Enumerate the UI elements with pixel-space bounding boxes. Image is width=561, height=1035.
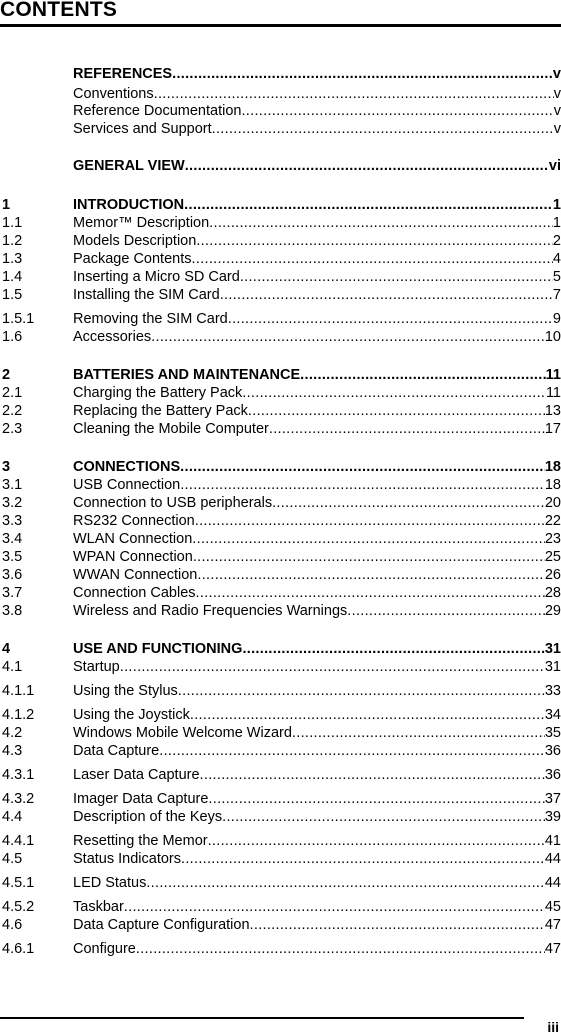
toc-entry-page: 10 (544, 329, 561, 345)
dot-leader (240, 270, 553, 285)
toc-entry[interactable] (0, 234, 561, 249)
toc-entry-title: Memor™ Description (73, 215, 210, 231)
toc-entry[interactable] (0, 810, 561, 825)
dot-leader (146, 876, 545, 891)
toc-entry-title: Resetting the Memor (73, 833, 208, 849)
toc-entry[interactable] (0, 604, 561, 619)
toc-entry-number: 3.4 (2, 531, 23, 547)
toc-entry[interactable] (0, 568, 561, 583)
toc-entry[interactable] (0, 386, 561, 401)
toc-entry-page: 47 (544, 941, 561, 957)
toc-entry-page: 26 (544, 567, 561, 583)
dot-leader (212, 122, 554, 137)
toc-entry-page: v (552, 66, 561, 82)
toc-entry-number: 4.4.1 (2, 833, 35, 849)
toc-entry-page: 13 (544, 403, 561, 419)
toc-entry-title: RS232 Connection (73, 513, 195, 529)
dot-leader (242, 386, 546, 401)
toc-entry[interactable] (0, 368, 561, 383)
toc-entry-number: 4 (2, 641, 11, 657)
toc-entry-page: v (553, 103, 561, 119)
toc-entry-title: Laser Data Capture (73, 767, 200, 783)
toc-entry-number: 3.3 (2, 513, 23, 529)
toc-entry[interactable] (0, 532, 561, 547)
toc-entry[interactable] (0, 104, 561, 119)
toc-entry[interactable] (0, 550, 561, 565)
toc-entry-title: WPAN Connection (73, 549, 193, 565)
toc-entry-body (73, 87, 561, 102)
toc-entry-number: 1.3 (2, 251, 23, 267)
toc-entry-body (73, 550, 561, 565)
toc-entry[interactable] (0, 159, 561, 174)
toc-entry-body (73, 478, 561, 493)
toc-entry[interactable] (0, 122, 561, 137)
dot-leader (272, 496, 545, 511)
toc-entry-title: USB Connection (73, 477, 181, 493)
toc-entry-body (73, 386, 561, 401)
toc-entry-page: 7 (552, 287, 561, 303)
toc-entry[interactable] (0, 586, 561, 601)
toc-entry[interactable] (0, 642, 561, 657)
toc-entry-body (73, 288, 561, 303)
toc-entry-number: 1.5.1 (2, 311, 35, 327)
toc-entry-title: Reference Documentation (73, 103, 242, 119)
toc-entry-body (73, 726, 561, 741)
toc-entry-title: BATTERIES AND MAINTENANCE (73, 367, 301, 383)
dot-leader (242, 642, 544, 657)
dot-leader (178, 684, 545, 699)
dot-leader (347, 604, 545, 619)
toc-entry-body (73, 604, 561, 619)
toc-entry[interactable] (0, 288, 561, 303)
dot-leader (196, 586, 545, 601)
dot-leader (159, 744, 545, 759)
toc-entry-page: 2 (552, 233, 561, 249)
toc-entry-page: 22 (544, 513, 561, 529)
toc-entry-page: 28 (544, 585, 561, 601)
toc-entry-number: 1 (2, 197, 11, 213)
toc-entry-page: 20 (544, 495, 561, 511)
toc-entry-title: Connection Cables (73, 585, 196, 601)
toc-entry[interactable] (0, 460, 561, 475)
toc-entry-page: 23 (544, 531, 561, 547)
toc-entry-title: Data Capture Configuration (73, 917, 250, 933)
dot-leader (120, 660, 545, 675)
toc-entry-body (73, 642, 561, 657)
toc-entry-page: 37 (544, 791, 561, 807)
dot-leader (190, 708, 545, 723)
dot-leader (154, 87, 554, 102)
toc-entry[interactable] (0, 252, 561, 267)
toc-entry-number: 3.7 (2, 585, 23, 601)
toc-entry-title: Status Indicators (73, 851, 181, 867)
toc-entry-title: Using the Stylus (73, 683, 178, 699)
toc-entry-body (73, 234, 561, 249)
toc-entry-body (73, 810, 561, 825)
toc-entry-number: 1.5 (2, 287, 23, 303)
toc-entry-title: INTRODUCTION (73, 197, 185, 213)
toc-entry-title: Connection to USB peripherals (73, 495, 273, 511)
toc-entry-page: 35 (544, 725, 561, 741)
toc-entry[interactable] (0, 496, 561, 511)
toc-entry-title: GENERAL VIEW (73, 158, 185, 174)
dot-leader (200, 768, 545, 783)
dot-leader (241, 104, 553, 119)
dot-leader (136, 942, 545, 957)
toc-entry-page: 29 (544, 603, 561, 619)
toc-entry-number: 3.8 (2, 603, 23, 619)
toc-entry[interactable] (0, 876, 561, 891)
toc-entry-body (73, 312, 561, 327)
toc-entry-page: 18 (544, 477, 561, 493)
toc-entry[interactable] (0, 87, 561, 102)
toc-entry-page: 39 (544, 809, 561, 825)
toc-entry-number: 3.5 (2, 549, 23, 565)
toc-entry-page: 44 (544, 851, 561, 867)
toc-entry[interactable] (0, 684, 561, 699)
toc-entry[interactable] (0, 744, 561, 759)
toc-entry-page: 31 (544, 641, 561, 657)
title-rule (0, 24, 561, 27)
dot-leader (300, 368, 545, 383)
toc-entry[interactable] (0, 834, 561, 849)
toc-entry-title: Windows Mobile Welcome Wizard (73, 725, 292, 741)
dot-leader (184, 198, 553, 213)
toc-entry[interactable] (0, 660, 561, 675)
toc-entry-page: v (553, 86, 561, 102)
toc-entry-page: 31 (544, 659, 561, 675)
toc-entry-body (73, 159, 561, 174)
toc-entry-page: 44 (544, 875, 561, 891)
toc-entry-page: 33 (544, 683, 561, 699)
toc-entry-page: 17 (544, 421, 561, 437)
toc-entry[interactable] (0, 198, 561, 213)
toc-entry-body (73, 792, 561, 807)
toc-entry-number: 3.2 (2, 495, 23, 511)
toc-entry-body (73, 67, 561, 82)
toc-entry-page: 11 (545, 385, 561, 401)
page-number: iii (547, 1019, 559, 1035)
toc-entry-number: 4.3 (2, 743, 23, 759)
toc-entry-page: vi (548, 158, 561, 174)
toc-entry-number: 3 (2, 459, 11, 475)
toc-entry[interactable] (0, 708, 561, 723)
dot-leader (151, 330, 545, 345)
toc-entry-body (73, 532, 561, 547)
toc-entry-title: Imager Data Capture (73, 791, 209, 807)
dot-leader (180, 478, 545, 493)
dot-leader (292, 726, 545, 741)
toc-entry-page: 11 (545, 367, 561, 383)
toc-entry-page: 36 (544, 743, 561, 759)
toc-entry-number: 4.4 (2, 809, 23, 825)
toc-entry-body (73, 918, 561, 933)
toc-entry-body (73, 744, 561, 759)
toc-entry-body (73, 422, 561, 437)
toc-entry-page: 1 (552, 215, 561, 231)
toc-entry-body (73, 660, 561, 675)
toc-entry-title: Installing the SIM Card (73, 287, 220, 303)
toc-entry-title: Data Capture (73, 743, 160, 759)
toc-entry-number: 1.4 (2, 269, 23, 285)
toc-entry-body (73, 834, 561, 849)
toc-entry-number: 4.5.2 (2, 899, 35, 915)
dot-leader (124, 900, 545, 915)
toc-entry-title: Charging the Battery Pack (73, 385, 243, 401)
toc-entry-number: 4.6 (2, 917, 23, 933)
toc-entry-number: 4.3.2 (2, 791, 35, 807)
toc-entry-title: Accessories (73, 329, 152, 345)
toc-entry[interactable] (0, 768, 561, 783)
toc-entry[interactable] (0, 792, 561, 807)
footer-rule (0, 1017, 524, 1019)
toc-entry-body (73, 460, 561, 475)
toc-entry-title: USE AND FUNCTIONING (73, 641, 243, 657)
toc-entry-title: Conventions (73, 86, 154, 102)
toc-entry-page: v (553, 121, 561, 137)
toc-entry-page: 18 (544, 459, 561, 475)
toc-entry-number: 4.1.2 (2, 707, 35, 723)
toc-entry-body (73, 852, 561, 867)
toc-entry-title: Startup (73, 659, 120, 675)
toc-entry-number: 4.5.1 (2, 875, 35, 891)
page-title: CONTENTS (0, 0, 118, 21)
toc-entry-title: REFERENCES (73, 66, 173, 82)
toc-entry-number: 1.2 (2, 233, 23, 249)
toc-entry[interactable] (0, 330, 561, 345)
toc-entry-title: Replacing the Battery Pack (73, 403, 248, 419)
toc-entry-title: Models Description (73, 233, 197, 249)
toc-entry-page: 47 (544, 917, 561, 933)
toc-entry[interactable] (0, 404, 561, 419)
toc-entry-page: 45 (544, 899, 561, 915)
dot-leader (250, 918, 545, 933)
toc-entry-title: Using the Joystick (73, 707, 190, 723)
toc-entry-body (73, 768, 561, 783)
toc-entry-page: 41 (544, 833, 561, 849)
dot-leader (220, 288, 553, 303)
toc-entry-page: 5 (552, 269, 561, 285)
toc-entry-title: Wireless and Radio Frequencies Warnings (73, 603, 348, 619)
dot-leader (197, 568, 544, 583)
toc-entry[interactable] (0, 900, 561, 915)
toc-entry-body (73, 252, 561, 267)
dot-leader (222, 810, 545, 825)
toc-entry-number: 4.1.1 (2, 683, 35, 699)
toc-entry-number: 3.6 (2, 567, 23, 583)
toc-entry-title: Description of the Keys (73, 809, 223, 825)
toc-entry-number: 1.1 (2, 215, 23, 231)
dot-leader (185, 159, 549, 174)
toc-entry-title: Cleaning the Mobile Computer (73, 421, 269, 437)
toc-entry-page: 9 (552, 311, 561, 327)
toc-entry[interactable] (0, 478, 561, 493)
toc-entry[interactable] (0, 422, 561, 437)
toc-entry[interactable] (0, 852, 561, 867)
toc-entry-number: 2.2 (2, 403, 23, 419)
toc-entry-number: 2 (2, 367, 11, 383)
toc-entry-number: 3.1 (2, 477, 23, 493)
toc-entry-title: Configure (73, 941, 136, 957)
dot-leader (248, 404, 545, 419)
toc-entry-body (73, 496, 561, 511)
dot-leader (195, 514, 545, 529)
toc-entry-page: 4 (552, 251, 561, 267)
dot-leader (192, 252, 553, 267)
toc-entry-title: Taskbar (73, 899, 124, 915)
toc-entry-body (73, 330, 561, 345)
toc-entry[interactable] (0, 726, 561, 741)
dot-leader (193, 550, 545, 565)
toc-entry-body (73, 876, 561, 891)
toc-entry-title: WLAN Connection (73, 531, 193, 547)
dot-leader (269, 422, 545, 437)
toc-entry-body (73, 216, 561, 231)
toc-entry[interactable] (0, 270, 561, 285)
toc-entry-title: Inserting a Micro SD Card (73, 269, 240, 285)
toc-entry-body (73, 942, 561, 957)
toc-entry-title: Removing the SIM Card (73, 311, 228, 327)
dot-leader (228, 312, 553, 327)
toc-entry-number: 2.1 (2, 385, 23, 401)
toc-entry-body (73, 122, 561, 137)
toc-entry[interactable] (0, 942, 561, 957)
dot-leader (172, 67, 553, 82)
toc-entry[interactable] (0, 312, 561, 327)
toc-entry-title: Services and Support (73, 121, 212, 137)
toc-entry-body (73, 514, 561, 529)
dot-leader (209, 216, 553, 231)
dot-leader (181, 852, 545, 867)
toc-entry-body (73, 368, 561, 383)
toc-entry-title: CONNECTIONS (73, 459, 181, 475)
toc-entry-number: 4.1 (2, 659, 23, 675)
dot-leader (208, 834, 545, 849)
toc-entry-title: Package Contents (73, 251, 192, 267)
toc-entry-body (73, 900, 561, 915)
dot-leader (180, 460, 545, 475)
toc-entry[interactable] (0, 514, 561, 529)
toc-entry[interactable] (0, 67, 561, 82)
toc-entry-number: 1.6 (2, 329, 23, 345)
toc-entry-body (73, 104, 561, 119)
toc-entry-page: 36 (544, 767, 561, 783)
toc-entry-page: 25 (544, 549, 561, 565)
dot-leader (196, 234, 553, 249)
toc-entry-page: 34 (544, 707, 561, 723)
toc-entry-body (73, 586, 561, 601)
toc-entry-title: WWAN Connection (73, 567, 198, 583)
toc-entry-body (73, 198, 561, 213)
toc-entry-number: 4.5 (2, 851, 23, 867)
toc-entry-number: 4.3.1 (2, 767, 35, 783)
toc-entry[interactable] (0, 216, 561, 231)
toc-entry-body (73, 568, 561, 583)
toc-entry[interactable] (0, 918, 561, 933)
toc-entry-number: 2.3 (2, 421, 23, 437)
toc-entry-title: LED Status (73, 875, 147, 891)
toc-entry-number: 4.2 (2, 725, 23, 741)
toc-entry-body (73, 708, 561, 723)
dot-leader (208, 792, 544, 807)
toc-entry-body (73, 684, 561, 699)
dot-leader (192, 532, 545, 547)
toc-entry-body (73, 270, 561, 285)
toc-entry-body (73, 404, 561, 419)
toc-entry-page: 1 (552, 197, 561, 213)
toc-entry-number: 4.6.1 (2, 941, 35, 957)
